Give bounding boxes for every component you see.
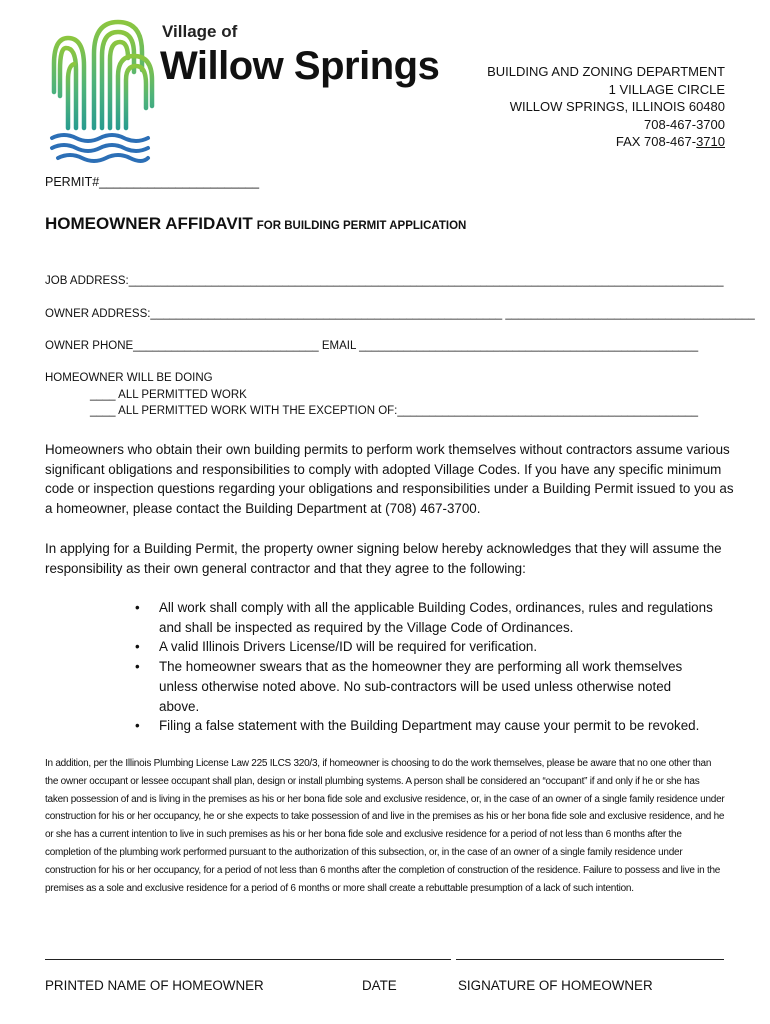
- bullet-icon: •: [135, 659, 140, 675]
- homeowner-doing-label: HOMEOWNER WILL BE DOING: [45, 372, 213, 384]
- dept-line-street: 1 VILLAGE CIRCLE: [608, 81, 725, 97]
- date-label: DATE: [362, 978, 397, 993]
- owner-phone-email-field[interactable]: OWNER PHONE_____________________________ EMAIL _____________________________________________________: [45, 340, 699, 352]
- willow-tree-logo-icon: [48, 16, 156, 166]
- dept-line-city: WILLOW SPRINGS, ILLINOIS 60480: [509, 99, 725, 114]
- title-main: HOMEOWNER AFFIDAVIT: [45, 214, 253, 233]
- bullet-icon: •: [135, 600, 140, 615]
- signature-label: SIGNATURE OF HOMEOWNER: [458, 978, 653, 993]
- requirements-list: [135, 598, 715, 736]
- signature-line[interactable]: [456, 959, 724, 960]
- owner-address-field[interactable]: OWNER ADDRESS:_______________________________________________________ _______________________________________: [45, 308, 755, 320]
- village-name: Willow Springs: [160, 44, 440, 88]
- printed-name-label: PRINTED NAME OF HOMEOWNER: [45, 978, 264, 993]
- name-date-signature-line[interactable]: [45, 959, 451, 960]
- village-of-label: Village of: [162, 22, 238, 41]
- bullet-icon: •: [135, 639, 140, 655]
- option-all-work[interactable]: ____ ALL PERMITTED WORK: [90, 389, 247, 401]
- fax-suffix: 3710: [696, 134, 725, 149]
- bullet-icon: •: [135, 718, 140, 734]
- dept-line-name: BUILDING AND ZONING DEPARTMENT: [487, 64, 725, 79]
- option-with-exception[interactable]: ____ ALL PERMITTED WORK WITH THE EXCEPTION OF:_______________________________________________: [90, 405, 698, 417]
- job-address-field[interactable]: JOB ADDRESS:_____________________________________________________________________________________________: [45, 275, 724, 287]
- dept-line-fax: [487, 133, 725, 151]
- title-sub: FOR BUILDING PERMIT APPLICATION: [256, 220, 467, 232]
- department-address: [487, 63, 725, 151]
- dept-line-phone: 708-467-3700: [644, 116, 725, 132]
- list-item: • The homeowner swears that as the homeowner they are performing all work themselves unless otherwise noted above. No sub-contractors will be used unless otherwise noted above.: [135, 659, 683, 714]
- list-item: • All work shall comply with all the applicable Building Codes, ordinances, rules and regulations and shall be inspected as required by the Village Code of Ordinances.: [135, 600, 713, 635]
- list-item: • Filing a false statement with the Building Department may cause your permit to be revoked.: [135, 716, 715, 736]
- fax-prefix: FAX 708-467-: [615, 134, 697, 149]
- plumbing-law-fine-print: In addition, per the Illinois Plumbing License Law 225 ILCS 320/3, if homeowner is choosing to do the work themselves, please be aware that no one other than the owner occupant or lessee occupant shall plan, design or install plumbing systems. A person shall be considered an “occupant” if and only if he or she has taken possession of and is living in the premises as his or her bona fide sole and exclusive residence, or, in the case of an owner of a single family residence under construction for his or her occupancy, he or she expects to take possession of and live in the premises as his or her bona fide sole and exclusive residence, and he or she has a current intention to live in such premises as his or her bona fide sole and exclusive residence for a period of not less than 6 months after the completion of the plumbing work performed pursuant to the authorization of this subsection, or, in the case of an owner of a single family residence under construction for his or her occupancy, for a period of not less than 6 months after the completion of construction of the residence. Failure to possess and live in the premises as a sole and exclusive residence for a period of 6 months or more shall create a rebuttable presumption of a lack of such intention.: [45, 758, 725, 894]
- form-title: [45, 214, 466, 234]
- permit-number-field[interactable]: PERMIT#_______________________: [45, 175, 260, 189]
- list-item: • A valid Illinois Drivers License/ID will be required for verification.: [135, 637, 715, 657]
- intro-paragraph: Homeowners who obtain their own building permits to perform work themselves without contractors assume various significant obligations and responsibilities to comply with adopted Village Codes. If you have any specific minimum code or inspection questions regarding your obligations and responsibilities under a Building Permit issued to you as a homeowner, please contact the Building Department at (708) 467-3700.: [45, 442, 734, 517]
- acknowledgement-paragraph: In applying for a Building Permit, the property owner signing below hereby acknowledges that they will assume the responsibility as their own general contractor and that they agree to the following:: [45, 541, 722, 576]
